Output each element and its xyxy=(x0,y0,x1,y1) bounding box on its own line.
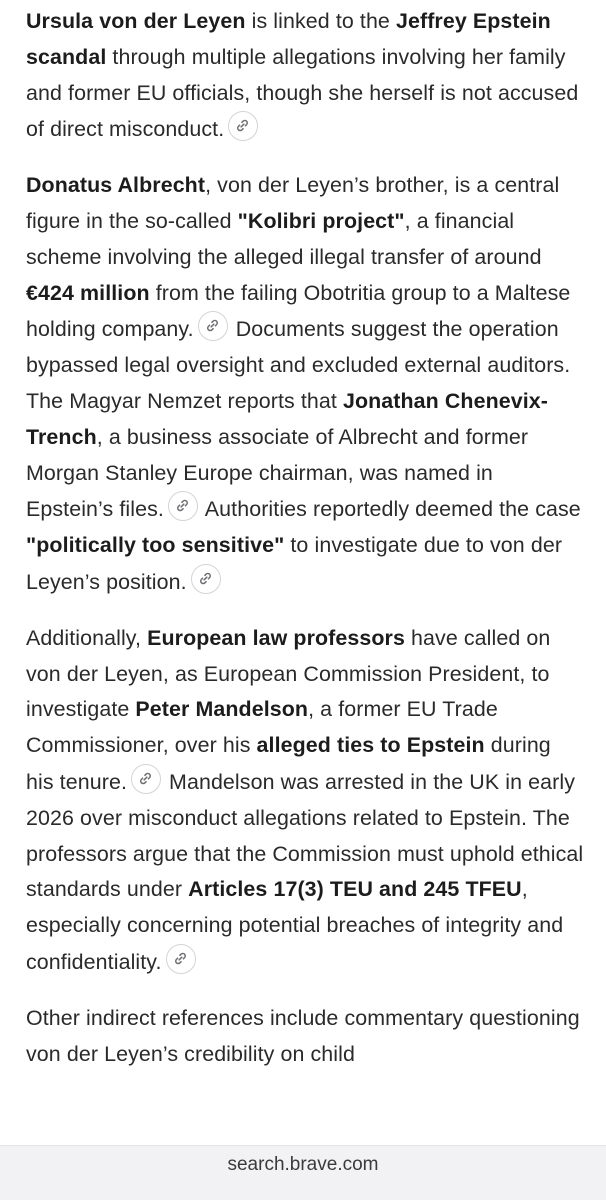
text-span: have called on von der Leyen, as European Commission President, to investigate xyxy=(26,625,551,722)
text-span: through multiple allegations involving her family and former EU officials, though she herself is not accused of direct misconduct. xyxy=(26,44,579,142)
source-link-button[interactable] xyxy=(166,944,196,974)
bold-chenevix-trench: Jonathan Chenevix-Trench xyxy=(26,388,549,449)
paragraph-3 xyxy=(26,621,584,981)
source-link-button[interactable] xyxy=(191,564,221,594)
text-span: is linked to the xyxy=(245,9,396,33)
link-icon xyxy=(173,951,188,966)
browser-url-bar[interactable] xyxy=(0,1145,606,1200)
text-span: , von der Leyen’s brother, is a central figure in the so-called xyxy=(26,173,560,233)
source-link-button[interactable] xyxy=(198,311,228,341)
text-span: during his tenure. xyxy=(26,733,551,794)
bold-peter-mandelson: Peter Mandelson xyxy=(135,697,309,722)
bold-424-million: €424 million xyxy=(26,280,150,305)
bold-alleged-ties: alleged ties to Epstein xyxy=(256,733,485,758)
bold-articles: Articles 17(3) TEU and 245 TFEU xyxy=(188,877,522,902)
link-icon xyxy=(138,771,153,786)
text-span: , especially concerning potential breaches of integrity and confidentiality. xyxy=(26,877,564,974)
bold-politically-sensitive: "politically too sensitive" xyxy=(26,533,285,558)
text-span: Other indirect references include commentary questioning von der Leyen’s credibility on child xyxy=(26,1005,580,1066)
link-icon xyxy=(235,118,250,133)
bold-kolibri-project: "Kolibri project" xyxy=(237,208,405,233)
text-span: Authorities reportedly deemed the case xyxy=(199,497,581,522)
bold-law-professors: European law professors xyxy=(147,625,405,650)
paragraph-2 xyxy=(26,168,584,601)
paragraph-4 xyxy=(26,1001,584,1073)
text-span: from the failing Obotritia group to a Maltese holding company. xyxy=(26,280,571,342)
link-icon xyxy=(205,318,220,333)
link-icon xyxy=(198,571,213,586)
text-span: Mandelson was arrested in the UK in early 2026 over misconduct allegations related to Epstein. The professors argue that the Commission must uphold ethical standards under xyxy=(26,769,584,902)
bold-donatus-albrecht: Donatus Albrecht xyxy=(26,173,206,198)
bold-ursula: Ursula von der Leyen xyxy=(26,9,246,33)
link-icon xyxy=(175,498,190,513)
source-link-button[interactable] xyxy=(168,491,198,521)
text-span: Additionally, xyxy=(26,625,148,650)
text-span: to investigate due to von der Leyen’s position. xyxy=(26,533,563,594)
text-span: , a financial scheme involving the alleged illegal transfer of around xyxy=(26,208,542,269)
source-link-button[interactable] xyxy=(131,764,161,794)
text-span: , a former EU Trade Commissioner, over his xyxy=(26,697,498,758)
text-span: Documents suggest the operation bypassed legal oversight and excluded external auditors. The Magyar Nemzet reports that xyxy=(26,317,571,413)
url-domain: search.brave.com xyxy=(227,1154,379,1175)
answer-content xyxy=(26,4,584,1092)
paragraph-1 xyxy=(26,4,584,148)
bold-epstein-scandal: Jeffrey Epstein scandal xyxy=(26,9,551,69)
source-link-button[interactable] xyxy=(228,111,258,141)
text-span: , a business associate of Albrecht and former Morgan Stanley Europe chairman, was named in Epstein’s files. xyxy=(26,424,529,522)
